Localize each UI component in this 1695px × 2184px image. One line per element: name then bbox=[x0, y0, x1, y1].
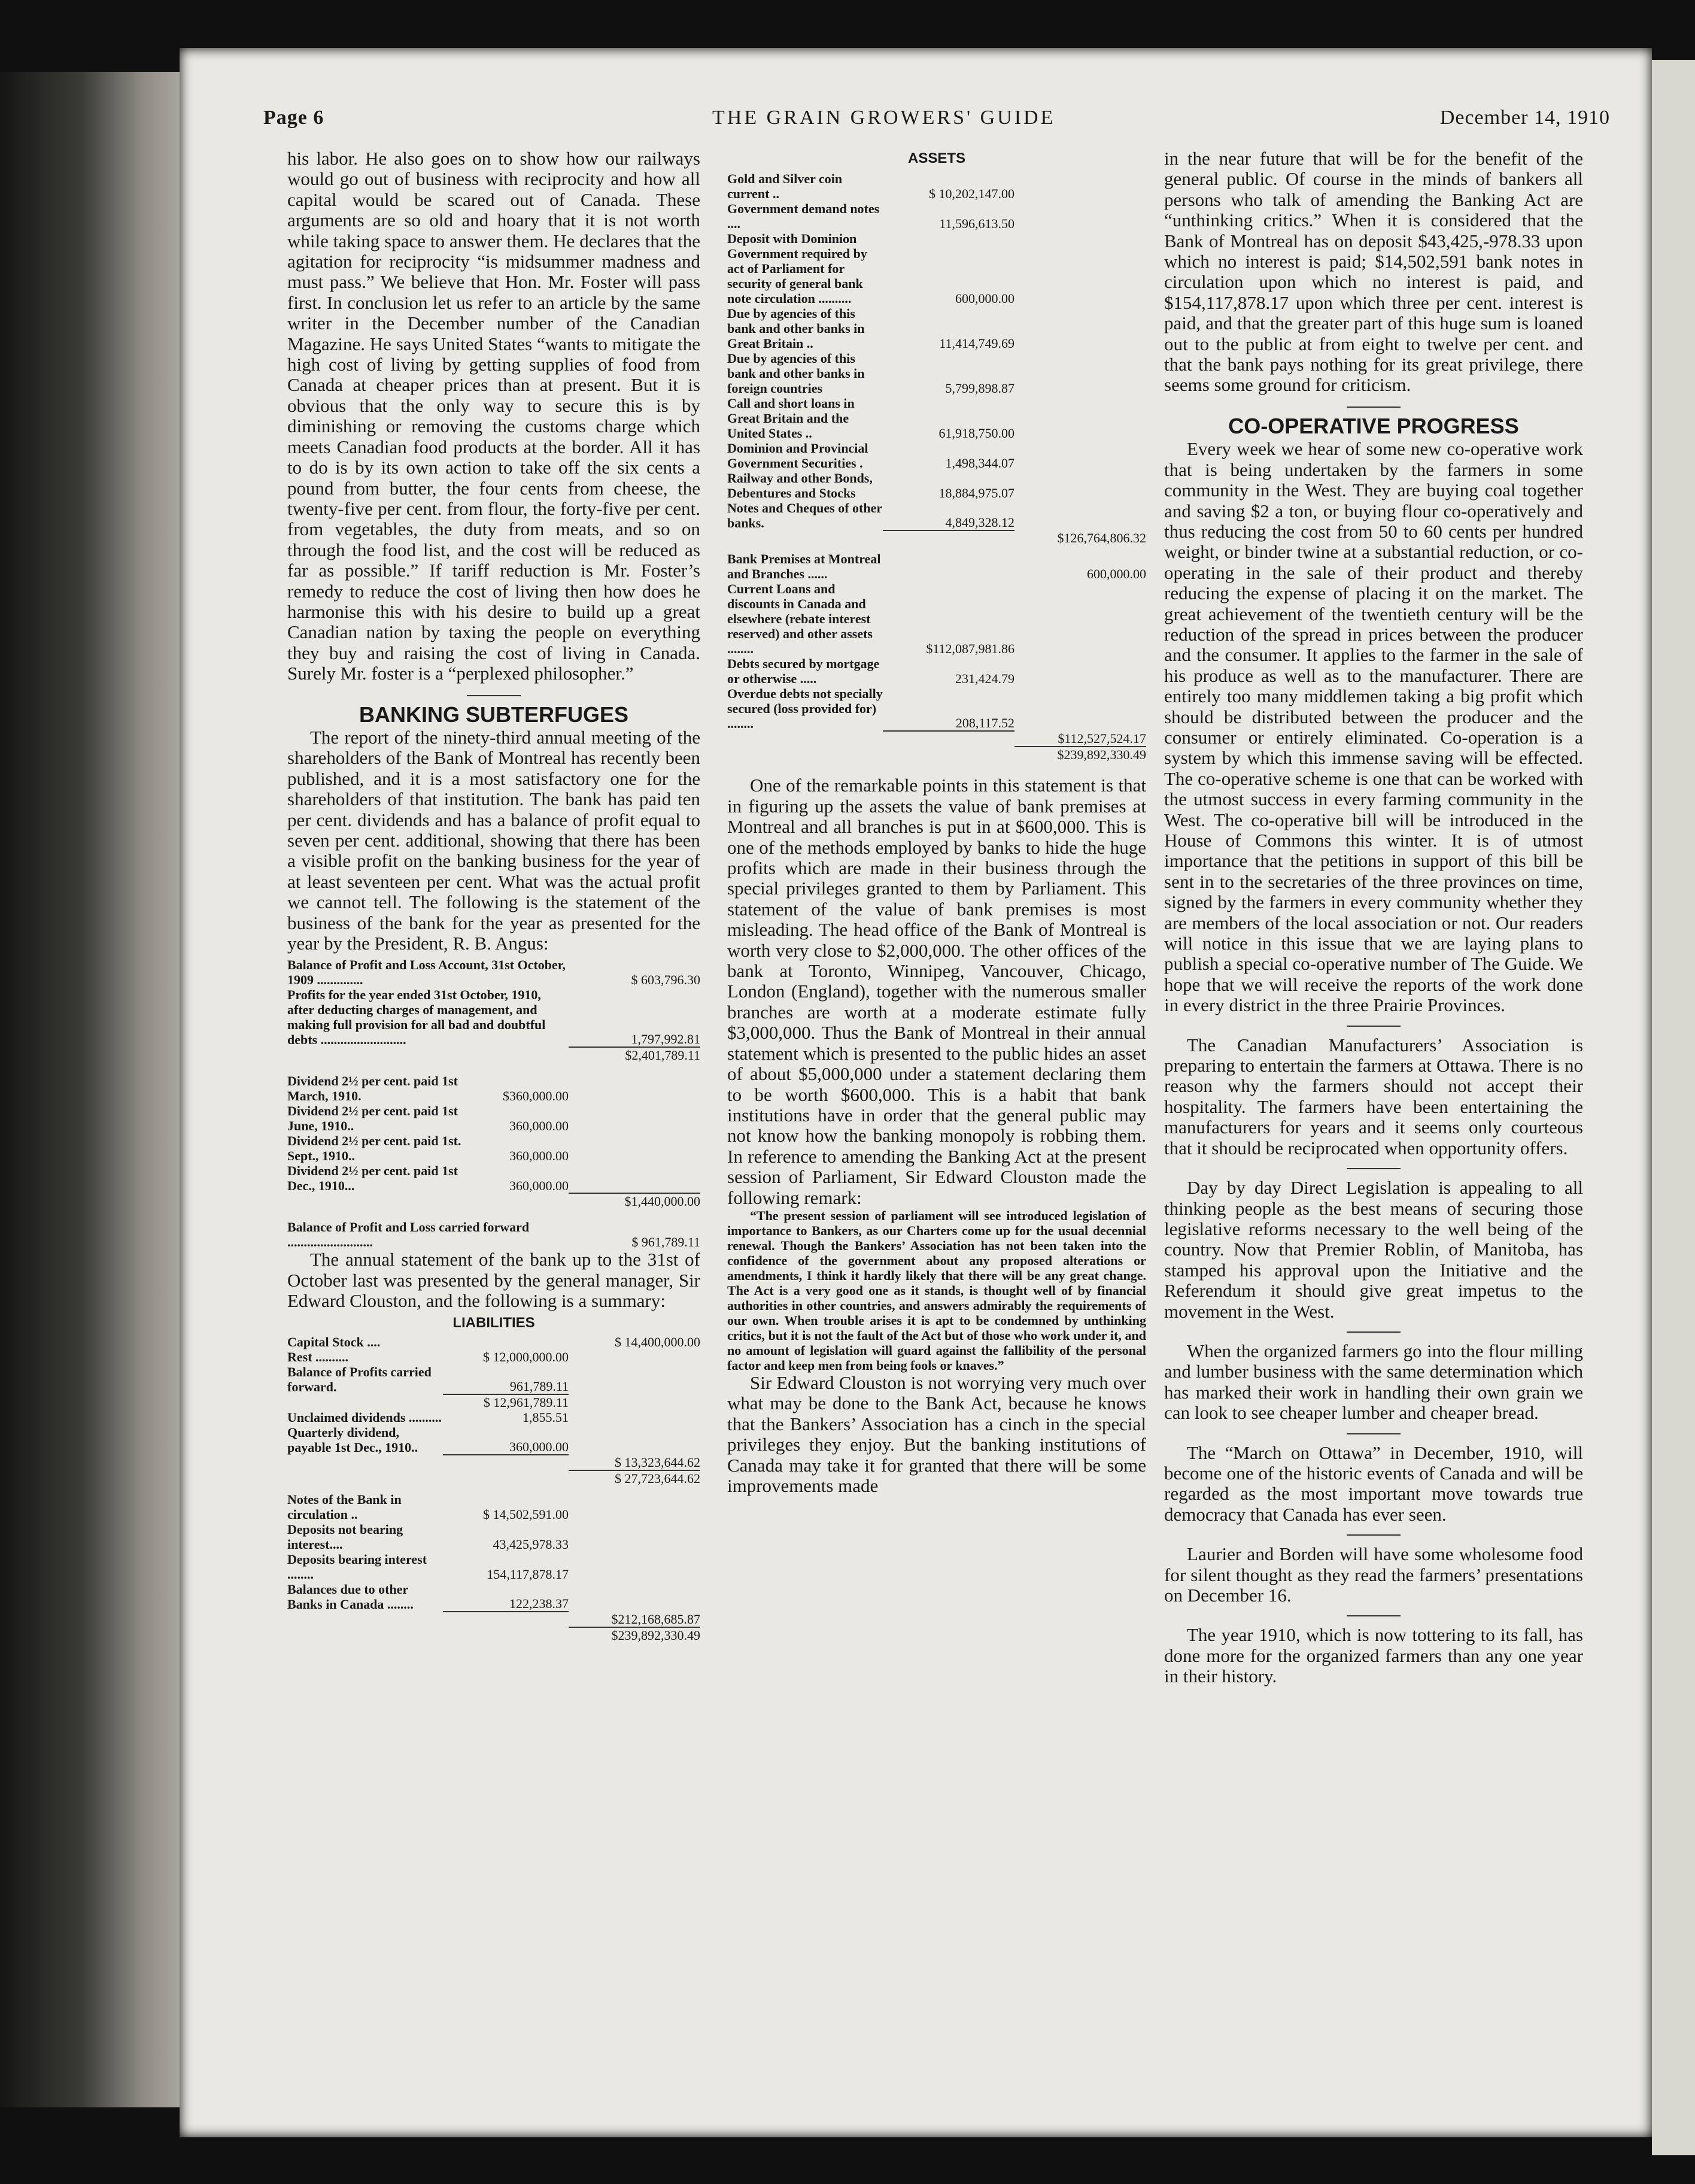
divider bbox=[1347, 1168, 1401, 1169]
table-row bbox=[287, 1627, 700, 1643]
table-value bbox=[569, 1582, 700, 1612]
table-value: 1,498,344.07 bbox=[945, 456, 1014, 471]
table-value bbox=[443, 1455, 569, 1470]
table-label: Deposit with Dominion Government required by act of Parliament for security of general bank note circulation .......... bbox=[727, 231, 867, 307]
balance-table bbox=[287, 1220, 700, 1249]
liabilities-table bbox=[287, 1334, 700, 1643]
table-row bbox=[287, 1522, 700, 1552]
assets-heading: ASSETS bbox=[907, 150, 966, 166]
table-value: 231,424.79 bbox=[955, 671, 1014, 687]
col2-paragraph-1: One of the remarkable points in this statement is that in figuring up the assets the value of bank premises at Montreal and all branches is put in at $600,000. This is one of the methods employed by banks to hide the huge profits which are made in their business through the special privileges granted to them by Parliament. This statement of the value of bank premises is most misleading. The head office of the Bank of Montreal is worth very close to $2,000,000. The other offices of the bank at Toronto, Winnipeg, Vancouver, Chicago, London (England), together with the numerous smaller branches are worth at a moderate estimate fully $3,000,000. Thus the Bank of Montreal in their annual statement which is presented to the public hides an asset of about $5,000,000 under a statement declaring them to be worth $600,000. This is a habit that bank institutions have in order that the general public may not know how the banking monopoly is robbing them. In reference to amending the Banking Act at the present session of Parliament, Sir Edward Clouston made the following remark: bbox=[727, 775, 1146, 1208]
table-row bbox=[287, 1220, 700, 1249]
table-row bbox=[287, 1394, 700, 1410]
divider bbox=[1347, 407, 1401, 408]
table-row bbox=[727, 731, 1146, 747]
table-row bbox=[727, 306, 1146, 351]
table-value: 5,799,898.87 bbox=[945, 381, 1014, 396]
section-heading-cooperative: CO-OPERATIVE PROGRESS bbox=[1228, 413, 1519, 438]
divider bbox=[467, 695, 521, 696]
table-grand-total: $239,892,330.49 bbox=[569, 1627, 700, 1643]
table-value: 43,425,978.33 bbox=[493, 1537, 569, 1552]
table-label: Profits for the year ended 31st October, 1910, after deducting charges of management, and making full provision for all bad and doubtful debts .......................... bbox=[287, 987, 546, 1048]
table-label: Government demand notes .... bbox=[727, 201, 880, 232]
col1-paragraph-1: his labor. He also goes on to show how our railways would go out of business with reciprocity and how all capital would be scared out of Canada. These arguments are so old and hoary that it is not worth while taking space to answer them. He declares that the agitation for reciprocity “is midsummer madness and must pass.” We believe that Hon. Mr. Foster will pass first. In conclusion let us refer to an article by the same writer in the December number of the Canadian Magazine. He says United States “wants to mitigate the high cost of living by getting supplies of food from Canada at cheaper prices than at present. But it is obvious that the only way to secure this is by diminishing or removing the customs charge which meets Canadian food products at the border. All it has to do is by its own action to take off the six cents a pound from butter, the four cents from cheese, the twenty-five per cent. from flour, the forty-five per cent. from vegetables, the duty from meats, and so on through the food list, and the cost will be reduced as far as possible.” If tariff reduction is Mr. Foster’s remedy to reduce the cost of living then how does he harmonise this with his desire to build up a great Canadian nation by taxing the people on everything they buy and raising the cost of living in Canada. Surely Mr. foster is a “perplexed philosopher.” bbox=[287, 148, 700, 684]
table-row bbox=[287, 1163, 700, 1193]
table-total: $112,527,524.17 bbox=[1058, 731, 1146, 747]
table-value: 1,855.51 bbox=[523, 1410, 569, 1425]
table-row bbox=[727, 656, 1146, 686]
col3-paragraph-6: The “March on Ottawa” in December, 1910, will become one of the historic events of Canada and will be regarded as the most important move towards true democracy that Canada has ever seen. bbox=[1164, 1442, 1583, 1525]
col3-paragraph-7: Laurier and Borden will have some wholesome food for silent thought as they read the farmers’ presentations on December 16. bbox=[1164, 1543, 1583, 1606]
table-value: 600,000.00 bbox=[1087, 566, 1146, 582]
divider bbox=[1347, 1433, 1401, 1434]
table-row bbox=[727, 581, 1146, 656]
divider bbox=[1347, 1534, 1401, 1536]
divider bbox=[1347, 1615, 1401, 1616]
table-row bbox=[727, 530, 1146, 545]
table-total: $1,440,000.00 bbox=[569, 1193, 700, 1209]
table-label: Gold and Silver coin current .. bbox=[727, 171, 843, 202]
table-value bbox=[1014, 500, 1146, 530]
table-label: Rest .......... bbox=[287, 1349, 349, 1365]
table-row bbox=[287, 1486, 700, 1522]
divider bbox=[1347, 1026, 1401, 1027]
table-value bbox=[569, 1364, 700, 1394]
table-value: 360,000.00 bbox=[509, 1178, 569, 1194]
table-row bbox=[287, 987, 700, 1047]
table-total: $212,168,685.87 bbox=[611, 1612, 700, 1627]
table-label: Balances due to other Banks in Canada ........ bbox=[287, 1582, 414, 1612]
col2-paragraph-2: Sir Edward Clouston is not worrying very much over what may be done to the Bank Act, because he knows that the Bankers’ Association has a cinch in the special privileges they enjoy. But the banking institutions of Canada may take it for granted that there will be some improvements made bbox=[727, 1372, 1146, 1496]
table-value: $112,087,981.86 bbox=[926, 641, 1014, 657]
table-row bbox=[287, 1047, 700, 1063]
table-value: 600,000.00 bbox=[955, 291, 1014, 307]
table-label: Deposits bearing interest ........ bbox=[287, 1552, 427, 1582]
dividends-table bbox=[287, 1073, 700, 1209]
table-row bbox=[287, 1133, 700, 1163]
table-label: Capital Stock .... bbox=[287, 1334, 381, 1350]
table-row bbox=[287, 1349, 700, 1364]
clouston-quote: “The present session of parliament will see introduced legislation of importance to Bankers, as our Charters come up for the usual decennial renewal. Though the Bankers’ Association has not been taken into the confidence of the government about any proposed alterations or amendments, I think it hardly likely that there will be any great change. The Act is a very good one as it stands, is thought well of by financial authorities in other countries, and answers admirably the requirements of our own. When trouble arises it is apt to be condemned by unthinking critics, but it is not the fault of the Act but of those who work under it, and no amount of legislation will guard against the fallibility of the personal factor and keep men from being fools or knaves.” bbox=[727, 1208, 1146, 1373]
table-row bbox=[727, 396, 1146, 441]
table-value: $ 14,400,000.00 bbox=[615, 1334, 700, 1350]
table-row bbox=[727, 471, 1146, 500]
table-row bbox=[727, 545, 1146, 581]
table-label: Dividend 2½ per cent. paid 1st March, 1910. bbox=[287, 1073, 458, 1104]
table-label: Dividend 2½ per cent. paid 1st June, 1910.. bbox=[287, 1103, 458, 1134]
table-label: Dividend 2½ per cent. paid 1st Dec., 1910... bbox=[287, 1163, 458, 1194]
table-total: $ 13,323,644.62 bbox=[615, 1455, 700, 1470]
table-total: $ 27,723,644.62 bbox=[569, 1470, 700, 1486]
table-value bbox=[1014, 351, 1146, 396]
table-row bbox=[727, 686, 1146, 731]
table-label: Due by agencies of this bank and other banks in foreign countries bbox=[727, 351, 865, 396]
col3-paragraph-2: Every week we hear of some new co-operative work that is being undertaken by the farmers in some community in the West. They are buying coal together and saving $2 a ton, or buying flour co-operatively and thus reducing the cost from 50 to 60 cents per hundred weight, or binder twine at a substantial reduction, or co-operating in the sale of their product and thereby reducing the expense of placing it on the market. The great achievement of the twentieth century will be the reduction of the spread in prices between the producer and the consumer. It applies to the farmer in the sale of his produce as well as to the manufacturer. There are entirely too many middlemen taking a big profit which should be distributed between the producer and the consumer or entirely eliminated. Co-operation is a system by which this immense saving will be effected. The co-operative scheme is one that can be worked with the utmost success in every farming community in the West. The co-operative bill will be introduced in the House of Commons this winter. It is of utmost importance that the petitions in support of this bill be sent in to the secretaries of the three provinces on time, signed by the farmers in every community whether they are members of the local association or not. Our readers will notice in this issue that we are laying plans to publish a special co-operative number of The Guide. We hope that we will receive the reports of the work done in every district in the three Prairie Provinces. bbox=[1164, 438, 1583, 1016]
table-label: Dividend 2½ per cent. paid 1st. Sept., 1910.. bbox=[287, 1133, 461, 1164]
table-row bbox=[287, 1552, 700, 1582]
table-value bbox=[1014, 231, 1146, 306]
table-row bbox=[287, 1582, 700, 1612]
table-row bbox=[287, 1470, 700, 1486]
table-value: 154,117,878.17 bbox=[487, 1567, 569, 1582]
section-heading-banking: BANKING SUBTERFUGES bbox=[359, 702, 629, 727]
table-label: Balance of Profits carried forward. bbox=[287, 1364, 432, 1395]
table-row bbox=[727, 351, 1146, 396]
table-value: $ 12,000,000.00 bbox=[483, 1349, 569, 1365]
table-label: Unclaimed dividends .......... bbox=[287, 1410, 442, 1425]
table-value: 360,000.00 bbox=[509, 1439, 569, 1455]
table-value bbox=[1014, 396, 1146, 441]
divider bbox=[1347, 1331, 1401, 1333]
col3-paragraph-5: When the organized farmers go into the flour milling and lumber business with the same determination which has marked their work in handling their own grain we can look to see cheaper lumber and cheaper bread. bbox=[1164, 1340, 1583, 1424]
table-value: 360,000.00 bbox=[509, 1148, 569, 1164]
next-page-edge bbox=[1652, 60, 1695, 2155]
column-2 bbox=[727, 148, 1146, 1496]
table-value: $ 14,502,591.00 bbox=[483, 1507, 569, 1522]
table-value: 11,414,749.69 bbox=[939, 336, 1014, 351]
table-value bbox=[443, 1627, 569, 1643]
table-label bbox=[287, 1612, 443, 1627]
table-total: $126,764,806.32 bbox=[1057, 530, 1146, 546]
book-page-edges bbox=[0, 72, 203, 2107]
table-value bbox=[883, 530, 1014, 545]
table-value bbox=[443, 1612, 569, 1627]
table-value: $360,000.00 bbox=[503, 1088, 569, 1104]
table-value bbox=[883, 747, 1014, 762]
table-value: 4,849,328.12 bbox=[945, 515, 1014, 530]
table-value bbox=[569, 1522, 700, 1552]
table-label bbox=[727, 747, 883, 762]
table-label: Bank Premises at Montreal and Branches ...... bbox=[727, 551, 881, 582]
table-row bbox=[287, 1364, 700, 1394]
col3-paragraph-8: The year 1910, which is now tottering to its fall, has done more for the organized farmers than any one year in their history. bbox=[1164, 1624, 1583, 1687]
table-value: 122,238.37 bbox=[509, 1596, 569, 1612]
table-value: 208,117.52 bbox=[955, 715, 1014, 731]
table-label bbox=[727, 530, 883, 545]
table-label: Deposits not bearing interest.... bbox=[287, 1522, 403, 1552]
table-row bbox=[287, 1612, 700, 1627]
table-label: Balance of Profit and Loss Account, 31st October, 1909 .............. bbox=[287, 957, 566, 988]
col3-paragraph-4: Day by day Direct Legislation is appealing to all thinking people as the best means of securing those legislative reforms necessary to the well being of the country. Now that Premier Roblin, of Manitoba, has stamped his approval upon the Initiative and the Referendum it should give great impetus to the movement in the West. bbox=[1164, 1177, 1583, 1322]
table-value bbox=[569, 1394, 700, 1410]
table-row bbox=[287, 957, 700, 987]
profit-loss-table bbox=[287, 957, 700, 1063]
publication-title: THE GRAIN GROWERS' GUIDE bbox=[712, 107, 1056, 129]
table-row bbox=[727, 231, 1146, 306]
liabilities-heading: LIABILITIES bbox=[452, 1314, 535, 1331]
table-value: $ 961,789.11 bbox=[631, 1234, 700, 1250]
table-value: 1,797,992.81 bbox=[631, 1032, 700, 1047]
table-row bbox=[287, 1425, 700, 1455]
table-label bbox=[287, 1627, 443, 1643]
table-value bbox=[1014, 471, 1146, 500]
table-grand-total: $239,892,330.49 bbox=[1014, 747, 1146, 762]
table-row bbox=[287, 1334, 700, 1349]
table-value bbox=[569, 1410, 700, 1425]
table-row bbox=[287, 1103, 700, 1133]
table-value bbox=[883, 731, 1014, 747]
table-value: 961,789.11 bbox=[509, 1379, 569, 1394]
col1-paragraph-3: The annual statement of the bank up to the 31st of October last was presented by the general manager, Sir Edward Clouston, and the following is a summary: bbox=[287, 1249, 700, 1312]
table-row bbox=[727, 201, 1146, 231]
page-number: Page 6 bbox=[263, 107, 324, 129]
table-label: Notes of the Bank in circulation .. bbox=[287, 1492, 402, 1522]
table-label: Quarterly dividend, payable 1st Dec., 1910.. bbox=[287, 1425, 418, 1455]
table-value bbox=[1014, 686, 1146, 731]
page-header bbox=[263, 107, 1610, 142]
table-value bbox=[1014, 171, 1146, 201]
table-label bbox=[287, 1455, 443, 1470]
table-label bbox=[727, 731, 883, 747]
table-row bbox=[727, 747, 1146, 762]
table-value bbox=[883, 545, 1014, 581]
assets-table bbox=[727, 171, 1146, 762]
table-value: $ 10,202,147.00 bbox=[929, 186, 1014, 202]
table-label: Railway and other Bonds, Debentures and Stocks bbox=[727, 471, 873, 501]
table-row bbox=[727, 171, 1146, 201]
table-value bbox=[1014, 656, 1146, 686]
table-value bbox=[1014, 441, 1146, 471]
column-1 bbox=[287, 148, 700, 1643]
table-label: Due by agencies of this bank and other banks in Great Britain .. bbox=[727, 306, 865, 351]
table-total: $ 12,961,789.11 bbox=[443, 1394, 569, 1410]
table-value: 18,884,975.07 bbox=[938, 486, 1014, 501]
table-total: $2,401,789.11 bbox=[569, 1047, 700, 1063]
table-label: Current Loans and discounts in Canada and elsewhere (rebate interest reserved) and other assets ........ bbox=[727, 581, 873, 657]
table-value bbox=[569, 1552, 700, 1582]
col1-paragraph-2: The report of the ninety-third annual meeting of the shareholders of the Bank of Montreal has recently been published, and it is a most satisfactory one for the shareholders of that institution. The bank has paid ten per cent. dividends and has a balance of profit equal to seven per cent. additional, showing that there has been a visible profit on the banking business for the year of at least seventeen per cent. What was the actual profit we cannot tell. The following is the statement of the business of the bank for the year as presented for the year by the President, R. B. Angus: bbox=[287, 726, 700, 954]
table-value bbox=[569, 1486, 700, 1522]
table-value: 61,918,750.00 bbox=[938, 426, 1014, 441]
table-value: 11,596,613.50 bbox=[939, 216, 1014, 232]
table-label bbox=[287, 1394, 443, 1410]
table-value bbox=[1014, 581, 1146, 656]
table-label bbox=[287, 1470, 443, 1486]
table-value bbox=[1014, 306, 1146, 351]
issue-date: December 14, 1910 bbox=[1439, 107, 1610, 129]
table-value bbox=[443, 1334, 569, 1349]
col3-paragraph-3: The Canadian Manufacturers’ Association is preparing to entertain the farmers at Ottawa. There is no reason why the farmers should not accept their hospitality. The farmers have been entertaining the manufacturers for years and it seems only courteous that it should be reciprocated when opportunity offers. bbox=[1164, 1034, 1583, 1158]
table-row bbox=[287, 1193, 700, 1209]
table-value bbox=[569, 1349, 700, 1364]
table-row bbox=[287, 1073, 700, 1103]
table-row bbox=[727, 500, 1146, 530]
table-row bbox=[287, 1410, 700, 1425]
table-value bbox=[443, 1470, 569, 1486]
table-value: $ 603,796.30 bbox=[631, 972, 700, 988]
table-value bbox=[569, 1425, 700, 1455]
table-value bbox=[1014, 201, 1146, 231]
table-label: Balance of Profit and Loss carried forward .......................... bbox=[287, 1220, 530, 1250]
col3-paragraph-1: in the near future that will be for the benefit of the general public. Of course in the minds of bankers all persons who talk of amending the Banking Act are “unthinking critics.” When it is considered that the Bank of Montreal has on deposit $43,425,-978.33 upon which no interest is paid; $14,502,591 bank notes in circulation upon which no interest is paid, and $154,117,878.17 upon which three per cent. interest is paid, and that the greater part of this huge sum is loaned out to the public at from eight to twelve per cent. and that the bank pays nothing for its great privilege, there seems some ground for criticism. bbox=[1164, 148, 1583, 396]
table-label: Notes and Cheques of other banks. bbox=[727, 500, 882, 531]
table-label: Call and short loans in Great Britain and the United States .. bbox=[727, 396, 855, 441]
table-label: Debts secured by mortgage or otherwise ..... bbox=[727, 656, 880, 687]
table-label: Overdue debts not specially secured (loss provided for) ........ bbox=[727, 686, 883, 732]
table-label: Dominion and Provincial Government Securities . bbox=[727, 441, 868, 471]
table-row bbox=[727, 441, 1146, 471]
column-3 bbox=[1164, 148, 1583, 1687]
table-row bbox=[287, 1455, 700, 1470]
table-value: 360,000.00 bbox=[509, 1118, 569, 1134]
